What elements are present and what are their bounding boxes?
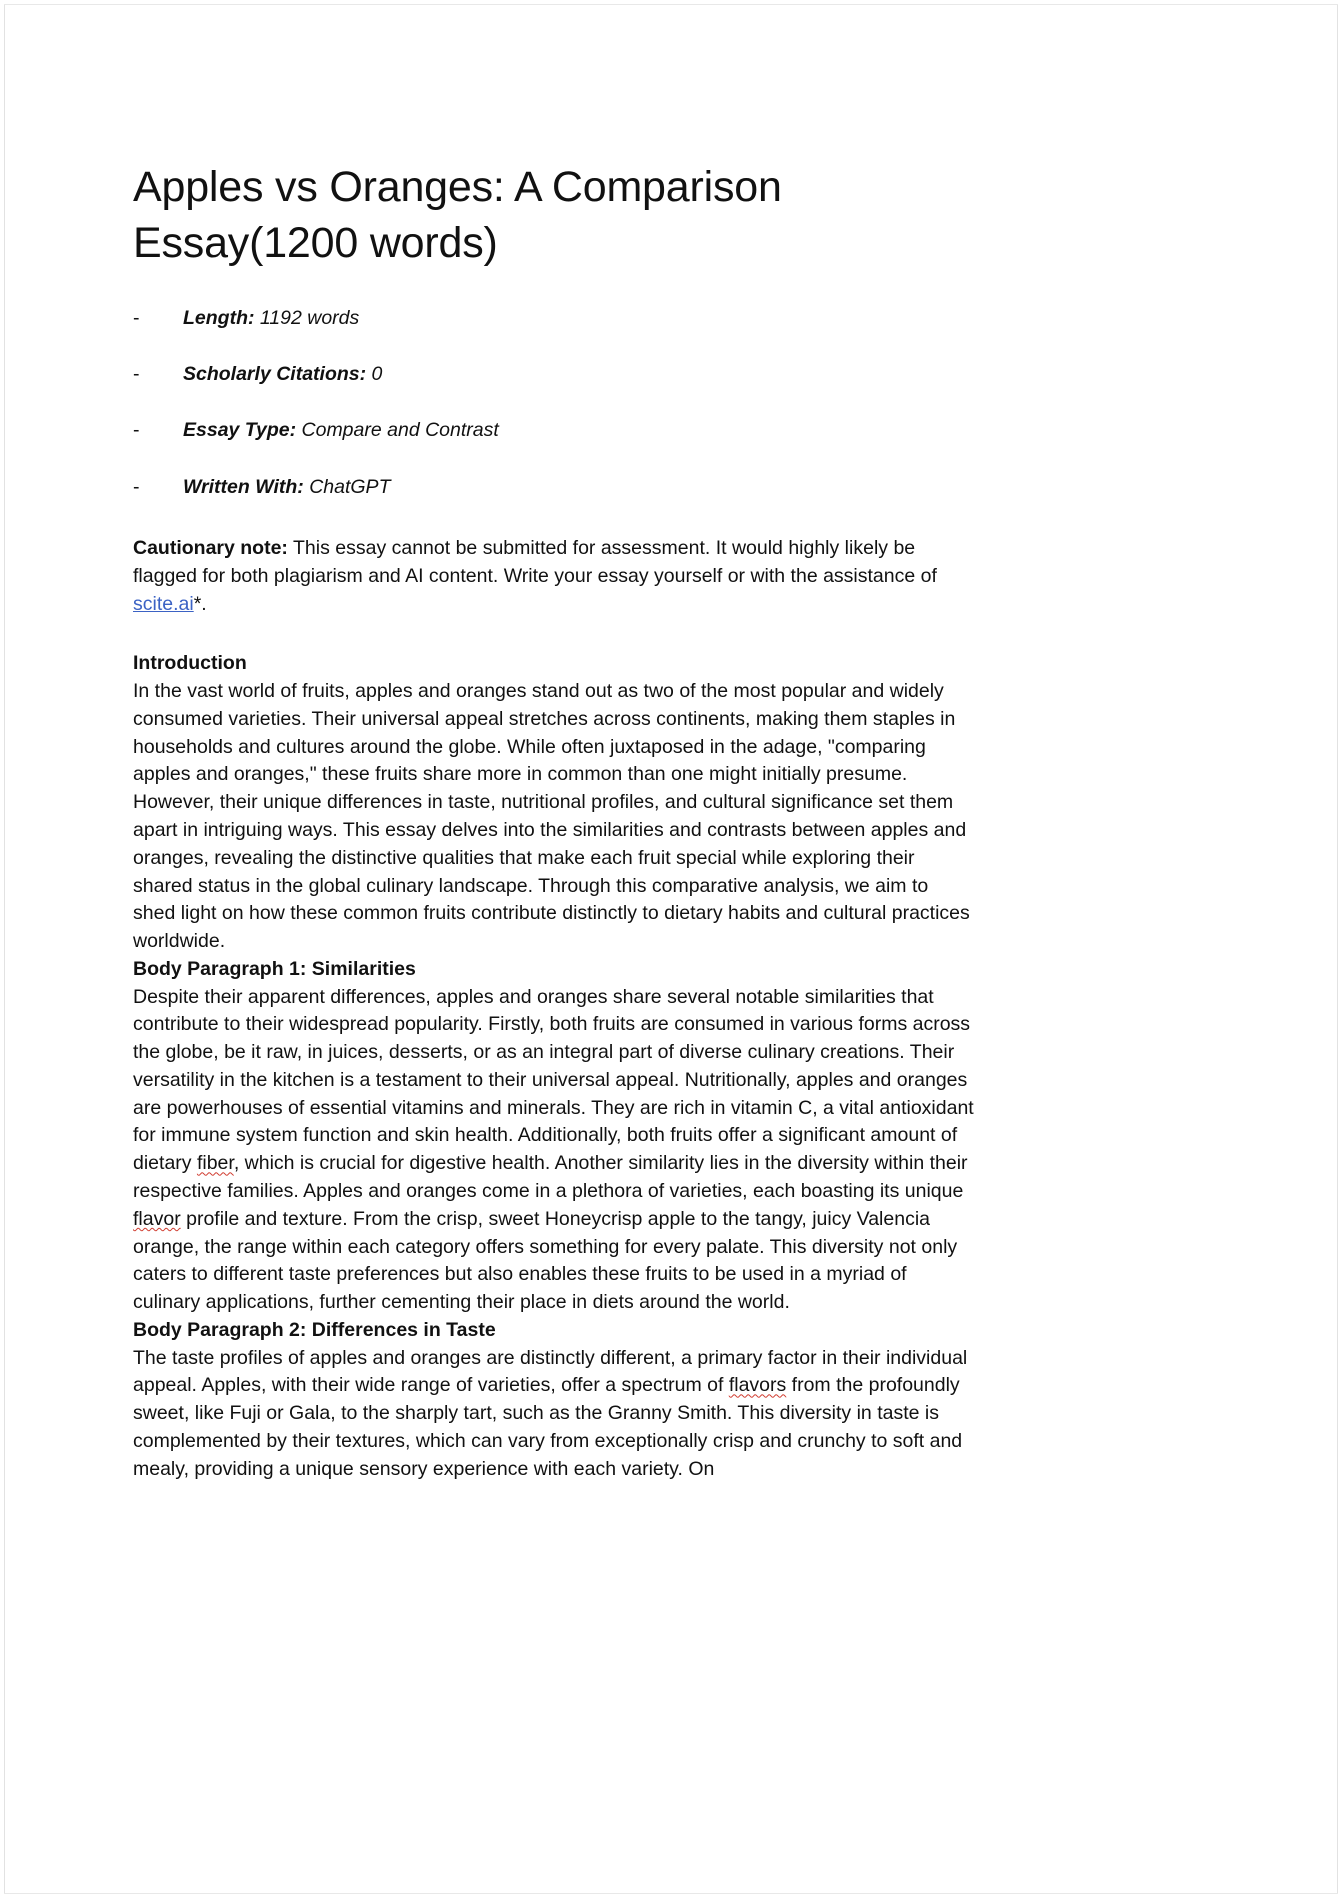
cautionary-note-text: This essay cannot be submitted for assessment. It would highly likely be flagged for both plagiarism and AI content. Write your essay yourself or with the assistance of [133, 537, 937, 588]
section-paragraph-introduction: In the vast world of fruits, apples and oranges stand out as two of the most popular and widely consumed varieties. Their universal appeal stretches across continents, making them staples in households and cultures around the globe. While often juxtaposed in the adage, "comparing apples and oranges," these fruits share more in common than one might initially presume. However, their unique differences in taste, nutritional profiles, and cultural significance set them apart in intriguing ways. This essay delves into the similarities and contrasts between apples and oranges, revealing the distinctive qualities that make each fruit special while exploring their shared status in the global culinary landscape. Through this comparative analysis, we aim to shed light on how these common fruits contribute distinctly to dietary habits and cultural practices worldwide. [133, 680, 970, 953]
page-border-right [1337, 4, 1338, 1894]
cautionary-note-text-tail: *. [193, 593, 207, 616]
list-item [133, 306, 975, 331]
spellcheck-error-flavors: flavors [728, 1374, 787, 1397]
spellcheck-error-fiber: fiber [196, 1152, 234, 1175]
page-border-bottom [4, 1893, 1338, 1894]
section-heading-body-paragraph-1: Body Paragraph 1: Similarities [133, 957, 416, 980]
bullet-dash-marker: - [133, 306, 140, 329]
bullet-dash-marker: - [133, 475, 140, 498]
paragraph-text-segment: profile and texture. From the crisp, sweet Honeycrisp apple to the tangy, juicy Valencia orange, the range within each category offers something for every palate. This diversity not only caters to different taste preferences but also enables these fruits to be used in a myriad of culinary applications, further cementing their place in diets around the world. [133, 1207, 958, 1314]
meta-value-length: 1192 words [259, 306, 360, 329]
section-heading-introduction: Introduction [133, 652, 247, 675]
page-border-left [4, 4, 5, 1894]
document-content [133, 160, 975, 1484]
section-paragraph-body-2 [133, 1345, 975, 1484]
list-item [133, 418, 975, 443]
document-title: Apples vs Oranges: A Comparison Essay(1200 words) [133, 163, 782, 267]
meta-value-essay-type: Compare and Contrast [301, 419, 499, 442]
meta-label-essay-type: Essay Type: [183, 419, 297, 442]
scite-ai-link[interactable]: scite.ai [133, 593, 194, 616]
bullet-dash-marker: - [133, 419, 140, 442]
paragraph-text-segment: from the profoundly sweet, like Fuji or Gala, to the sharply tart, such as the Granny Smith. This diversity in taste is complemented by their textures, which can vary from exceptionally crisp and crunchy to soft and mealy, providing a unique sensory experience with each variety. On [133, 1374, 963, 1480]
meta-label-length: Length: [183, 306, 255, 329]
bullet-dash-marker: - [133, 363, 140, 386]
meta-label-citations: Scholarly Citations: [183, 363, 367, 386]
paragraph-text-segment: , which is crucial for digestive health. Another similarity lies in the diversity within their respective families. Apples and oranges come in a plethora of varieties, each boasting its unique [133, 1152, 968, 1203]
spellcheck-error-flavor: flavor [133, 1207, 181, 1230]
cautionary-note-paragraph [133, 534, 975, 618]
paragraph-text-segment: The taste profiles of apples and oranges are distinctly different, a primary factor in their individual appeal. Apples, with their wide range of varieties, offer a spectrum of [133, 1346, 968, 1397]
list-item [133, 475, 975, 500]
essay-metadata-list [133, 306, 975, 500]
section-heading-body-paragraph-2: Body Paragraph 2: Differences in Taste [133, 1318, 496, 1341]
list-item [133, 362, 975, 387]
cautionary-note-label: Cautionary note: [133, 537, 288, 560]
paragraph-text-segment: Despite their apparent differences, apples and oranges share several notable similarities that contribute to their widespread popularity. Firstly, both fruits are consumed in various forms across the globe, be it raw, in juices, desserts, or as an integral part of diverse culinary creations. Their versatility in the kitchen is a testament to their universal appeal. Nutritionally, apples and oranges are powerhouses of essential vitamins and minerals. They are rich in vitamin C, a vital antioxidant for immune system function and skin health. Additionally, both fruits offer a significant amount of dietary [133, 985, 974, 1175]
page-border-top [4, 4, 1338, 5]
section-paragraph-body-1 [133, 984, 975, 1317]
meta-value-written-with: ChatGPT [309, 475, 391, 498]
meta-label-written-with: Written With: [183, 475, 304, 498]
meta-value-citations: 0 [371, 363, 383, 386]
